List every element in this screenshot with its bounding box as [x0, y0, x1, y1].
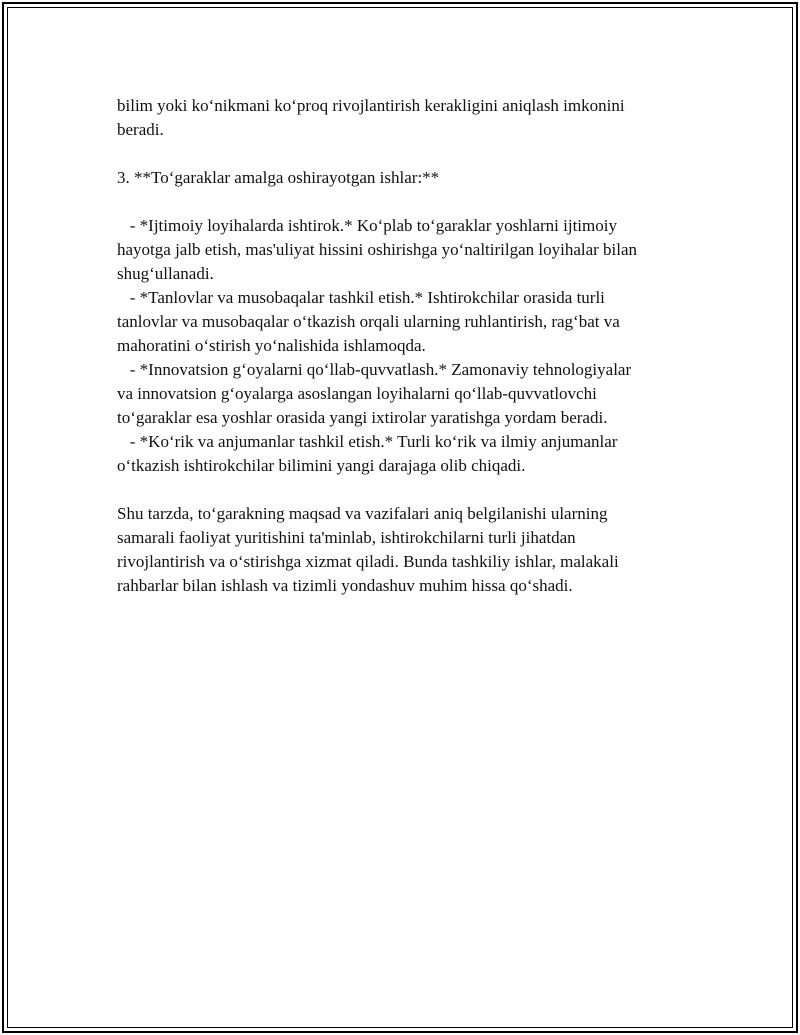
text-line: bilim yoki ko‘nikmani ko‘proq rivojlantirish kerakligini aniqlash imkonini — [117, 96, 625, 115]
paragraph-gap — [117, 478, 697, 502]
paragraph-gap — [117, 190, 697, 214]
text-line: to‘garaklar esa yoshlar orasida yangi ixtirolar yaratishga yordam beradi. — [117, 408, 608, 427]
paragraph-gap — [117, 142, 697, 166]
text-line: Shu tarzda, to‘garakning maqsad va vazifalari aniq belgilanishi ularning — [117, 504, 608, 523]
document-body — [117, 94, 697, 598]
section-title: 3. **To‘garaklar amalga oshirayotgan ishlar:** — [117, 168, 440, 187]
text-line: - *Innovatsion g‘oyalarni qo‘llab-quvvatlash.* Zamonaviy tehnologiyalar — [117, 360, 632, 379]
text-line: - *Tanlovlar va musobaqalar tashkil etish.* Ishtirokchilar orasida turli — [117, 288, 605, 307]
list-item — [117, 286, 697, 358]
text-line: mahoratini o‘stirish yo‘nalishida ishlamoqda. — [117, 336, 426, 355]
text-line: va innovatsion g‘oyalarga asoslangan loyihalarni qo‘llab-quvvatlovchi — [117, 384, 597, 403]
paragraph-conclusion — [117, 502, 697, 598]
text-line: hayotga jalb etish, mas'uliyat hissini oshirishga yo‘naltirilgan loyihalar bilan — [117, 240, 638, 259]
list-item — [117, 430, 697, 478]
text-line: samarali faoliyat yuritishini ta'minlab, ishtirokchilarni turli jihatdan — [117, 528, 576, 547]
bullet-list — [117, 214, 697, 478]
section-heading — [117, 166, 697, 190]
text-line: rahbarlar bilan ishlash va tizimli yondashuv muhim hissa qo‘shadi. — [117, 576, 573, 595]
text-line: - *Ijtimoiy loyihalarda ishtirok.* Ko‘plab to‘garaklar yoshlarni ijtimoiy — [117, 216, 617, 235]
text-line: shug‘ullanadi. — [117, 264, 214, 283]
paragraph-intro — [117, 94, 697, 142]
text-line: rivojlantirish va o‘stirishga xizmat qiladi. Bunda tashkiliy ishlar, malakali — [117, 552, 619, 571]
list-item — [117, 358, 697, 430]
text-line: o‘tkazish ishtirokchilar bilimini yangi darajaga olib chiqadi. — [117, 456, 526, 475]
list-item — [117, 214, 697, 286]
text-line: tanlovlar va musobaqalar o‘tkazish orqali ularning ruhlantirish, rag‘bat va — [117, 312, 620, 331]
text-line: beradi. — [117, 120, 164, 139]
text-line: - *Ko‘rik va anjumanlar tashkil etish.* Turli ko‘rik va ilmiy anjumanlar — [117, 432, 618, 451]
